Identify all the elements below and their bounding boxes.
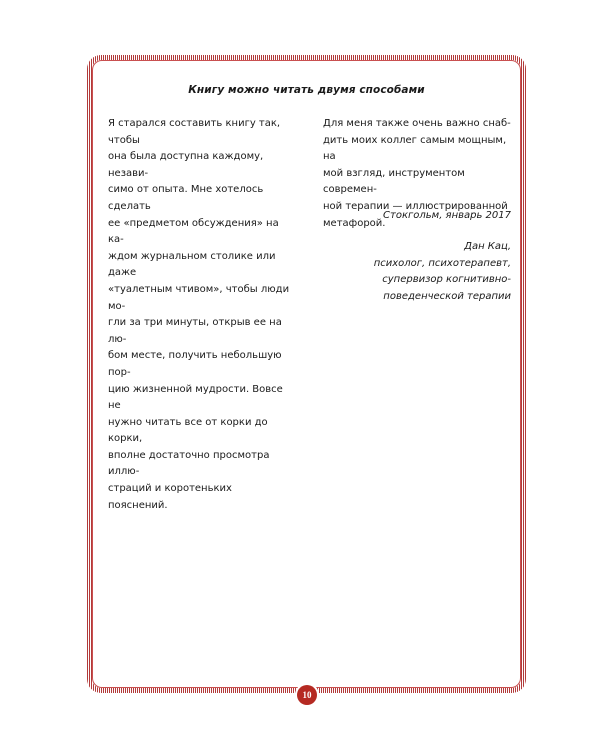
author-role-line-3: поведенческой терапии: [383, 290, 511, 302]
left-column-text: Я старался составить книгу так, чтобы она была доступна каждому, незави- симо от опыта. Мне хотелось сделать ее «предметом обсуждения» на ка- ждом журнальном столике или даже «туалетным чтивом», чтобы люди мо- гли за три минуты, открыв ее на лю- бом месте, получить небольшую пор- цию жизненной мудрости. Вовсе не нужно читать все от корки до корки, вполне достаточно просмотра иллю- страций и коротеньких пояснений.: [108, 118, 290, 511]
right-column-text: Для меня также очень важно снаб- дить моих коллег самым мощным, на мой взгляд, инструментом современ- ной терапии — иллюстрированной метафорой.: [323, 118, 511, 229]
date-line: Стокгольм, январь 2017: [383, 210, 511, 221]
author-name: Дан Кац,: [464, 241, 511, 252]
author-role-line-2: супервизор когнитивно-: [382, 274, 511, 286]
section-heading: Книгу можно читать двумя способами: [188, 84, 425, 96]
author-signature: [323, 239, 511, 305]
left-column: [108, 116, 293, 514]
page-number-badge: 10: [297, 685, 317, 705]
author-role-line-1: психолог, психотерапевт,: [373, 257, 511, 269]
page-frame: [87, 55, 526, 693]
